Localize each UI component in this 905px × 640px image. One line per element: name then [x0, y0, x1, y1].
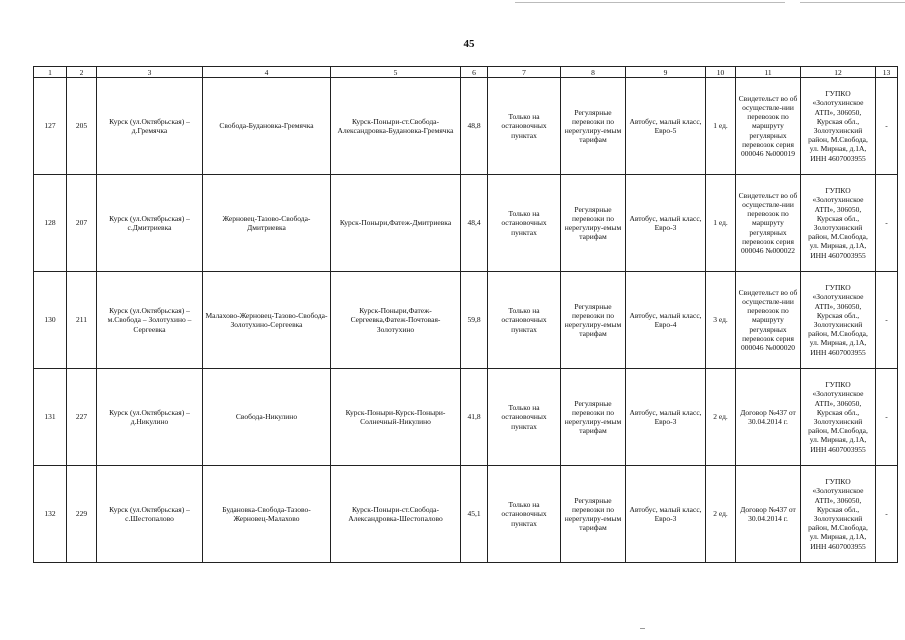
terminals-cell: Курск (ул.Октябрьская) – д.Никулино	[97, 369, 203, 466]
column-number: 11	[736, 67, 801, 78]
streets-cell: Курск-Поныри-ст.Свобода-Александровка-Будановка-Гремячка	[331, 78, 461, 175]
note-cell: -	[876, 466, 898, 563]
route-number-cell: 227	[67, 369, 97, 466]
boarding-order-cell: Только на остановочных пунктах	[488, 369, 561, 466]
column-number: 8	[561, 67, 626, 78]
column-number: 12	[801, 67, 876, 78]
document-cell: Свидетельст во об осуществле-нии перевозок по маршруту регулярных перевозок серия 000046 №000022	[736, 175, 801, 272]
boarding-order-cell: Только на остановочных пунктах	[488, 78, 561, 175]
transport-type-cell: Регулярные перевозки по нерегулиру-емым тарифам	[561, 175, 626, 272]
carrier-cell: ГУПКО «Золотухинское АТП», 306050, Курская обл., Золотухинский район, М.Свобода, ул. Мирная, д.1А, ИНН 4607003955	[801, 175, 876, 272]
top-rule-left	[515, 2, 785, 3]
note-cell: -	[876, 175, 898, 272]
streets-cell: Курск-Поныри-Курск-Поныри-Солнечный-Никулино	[331, 369, 461, 466]
table-row	[34, 369, 898, 466]
length-cell: 41,8	[461, 369, 488, 466]
scan-mark	[640, 628, 645, 629]
note-cell: -	[876, 272, 898, 369]
route-number-cell: 211	[67, 272, 97, 369]
intermediate-stops-cell: Жерновец-Тазово-Свобода-Дмитриевка	[203, 175, 331, 272]
document-cell: Договор №437 от 30.04.2014 г.	[736, 369, 801, 466]
table-row	[34, 466, 898, 563]
table-body	[34, 67, 898, 563]
column-number: 1	[34, 67, 67, 78]
registry-number-cell: 128	[34, 175, 67, 272]
document-cell: Договор №437 от 30.04.2014 г.	[736, 466, 801, 563]
column-number: 4	[203, 67, 331, 78]
top-rule-right	[800, 2, 905, 3]
route-number-cell: 205	[67, 78, 97, 175]
intermediate-stops-cell: Малахово-Жерновец-Тазово-Свобода-Золотухино-Сергеевка	[203, 272, 331, 369]
vehicle-cell: Автобус, малый класс, Евро-5	[626, 78, 706, 175]
terminals-cell: Курск (ул.Октябрьская) – д.Гремячка	[97, 78, 203, 175]
note-cell: -	[876, 78, 898, 175]
registry-number-cell: 131	[34, 369, 67, 466]
column-number: 6	[461, 67, 488, 78]
transport-type-cell: Регулярные перевозки по нерегулиру-емым тарифам	[561, 78, 626, 175]
vehicle-cell: Автобус, малый класс, Евро-3	[626, 175, 706, 272]
registry-number-cell: 132	[34, 466, 67, 563]
boarding-order-cell: Только на остановочных пунктах	[488, 175, 561, 272]
document-cell: Свидетельст во об осуществле-нии перевозок по маршруту регулярных перевозок серия 000046 №000019	[736, 78, 801, 175]
column-number: 5	[331, 67, 461, 78]
length-cell: 59,8	[461, 272, 488, 369]
registry-number-cell: 127	[34, 78, 67, 175]
streets-cell: Курск-Поныри,Фатеж-Дмитриевка	[331, 175, 461, 272]
vehicle-count-cell: 1 ед.	[706, 175, 736, 272]
transport-type-cell: Регулярные перевозки по нерегулиру-емым тарифам	[561, 466, 626, 563]
length-cell: 45,1	[461, 466, 488, 563]
route-registry-table	[33, 66, 898, 563]
length-cell: 48,8	[461, 78, 488, 175]
streets-cell: Курск-Поныри,Фатеж-Сергеевка,Фатеж-Почтовая-Золотухино	[331, 272, 461, 369]
vehicle-count-cell: 2 ед.	[706, 369, 736, 466]
boarding-order-cell: Только на остановочных пунктах	[488, 272, 561, 369]
length-cell: 48,4	[461, 175, 488, 272]
column-number: 2	[67, 67, 97, 78]
vehicle-count-cell: 2 ед.	[706, 466, 736, 563]
boarding-order-cell: Только на остановочных пунктах	[488, 466, 561, 563]
document-cell: Свидетельст во об осуществле-нии перевозок по маршруту регулярных перевозок серия 000046 №000020	[736, 272, 801, 369]
intermediate-stops-cell: Будановка-Свобода-Тазово-Жерновец-Малахово	[203, 466, 331, 563]
vehicle-cell: Автобус, малый класс, Евро-3	[626, 369, 706, 466]
column-number: 10	[706, 67, 736, 78]
registry-number-cell: 130	[34, 272, 67, 369]
page-number: 45	[463, 38, 475, 50]
vehicle-count-cell: 3 ед.	[706, 272, 736, 369]
intermediate-stops-cell: Свобода-Будановка-Гремячка	[203, 78, 331, 175]
carrier-cell: ГУПКО «Золотухинское АТП», 306050, Курская обл., Золотухинский район, М.Свобода, ул. Мирная, д.1А, ИНН 4607003955	[801, 466, 876, 563]
route-number-cell: 207	[67, 175, 97, 272]
route-number-cell: 229	[67, 466, 97, 563]
column-number: 7	[488, 67, 561, 78]
carrier-cell: ГУПКО «Золотухинское АТП», 306050, Курская обл., Золотухинский район, М.Свобода, ул. Мирная, д.1А, ИНН 4607003955	[801, 272, 876, 369]
terminals-cell: Курск (ул.Октябрьская) – с.Дмитриевка	[97, 175, 203, 272]
transport-type-cell: Регулярные перевозки по нерегулиру-емым тарифам	[561, 272, 626, 369]
carrier-cell: ГУПКО «Золотухинское АТП», 306050, Курская обл., Золотухинский район, М.Свобода, ул. Мирная, д.1А, ИНН 4607003955	[801, 369, 876, 466]
column-number: 3	[97, 67, 203, 78]
terminals-cell: Курск (ул.Октябрьская) – м.Свобода – Золотухино – Сергеевка	[97, 272, 203, 369]
transport-type-cell: Регулярные перевозки по нерегулиру-емым тарифам	[561, 369, 626, 466]
table-row	[34, 272, 898, 369]
column-number: 9	[626, 67, 706, 78]
vehicle-count-cell: 1 ед.	[706, 78, 736, 175]
table-row	[34, 175, 898, 272]
streets-cell: Курск-Поныри-ст.Свобода-Александровка-Шестопалово	[331, 466, 461, 563]
vehicle-cell: Автобус, малый класс, Евро-4	[626, 272, 706, 369]
carrier-cell: ГУПКО «Золотухинское АТП», 306050, Курская обл., Золотухинский район, М.Свобода, ул. Мирная, д.1А, ИНН 4607003955	[801, 78, 876, 175]
table-row	[34, 78, 898, 175]
terminals-cell: Курск (ул.Октябрьская) – с.Шестопалово	[97, 466, 203, 563]
note-cell: -	[876, 369, 898, 466]
column-number: 13	[876, 67, 898, 78]
vehicle-cell: Автобус, малый класс, Евро-3	[626, 466, 706, 563]
intermediate-stops-cell: Свобода-Никулино	[203, 369, 331, 466]
column-number-row	[34, 67, 898, 78]
